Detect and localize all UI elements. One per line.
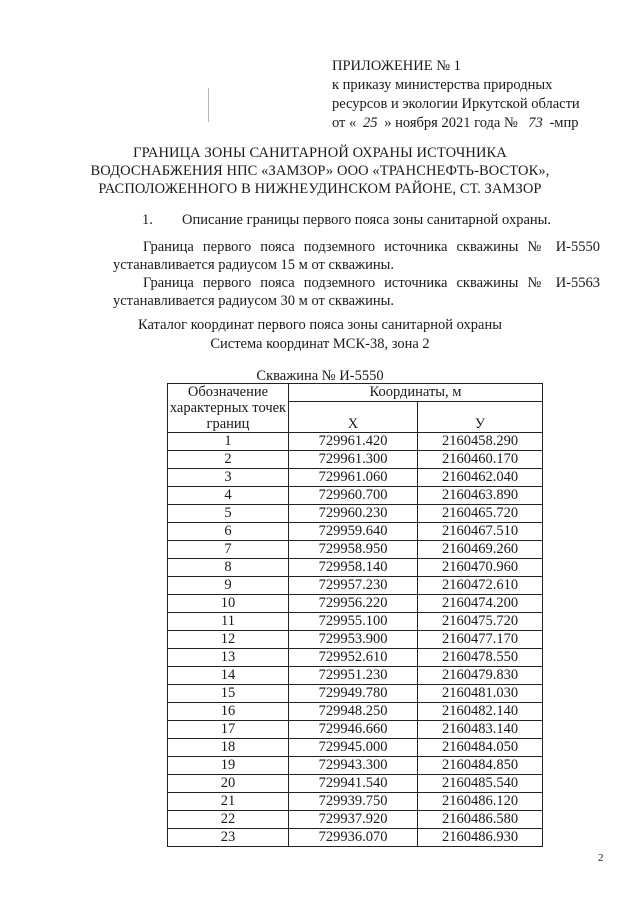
y-cell: 2160481.030: [418, 685, 543, 703]
x-cell: 729953.900: [289, 631, 418, 649]
table-row: [168, 631, 543, 649]
table-row: [168, 469, 543, 487]
table-row: [168, 595, 543, 613]
table-row: [168, 433, 543, 451]
y-cell: 2160485.540: [418, 775, 543, 793]
appendix-header: [332, 57, 580, 133]
y-cell: 2160460.170: [418, 451, 543, 469]
point-cell: 10: [168, 595, 289, 613]
appendix-ministry-line: ресурсов и экологии Иркутской области: [332, 96, 580, 112]
point-cell: 16: [168, 703, 289, 721]
y-cell: 2160458.290: [418, 433, 543, 451]
x-column-header: X: [289, 402, 418, 433]
y-cell: 2160486.120: [418, 793, 543, 811]
table-row: [168, 613, 543, 631]
x-cell: 729951.230: [289, 667, 418, 685]
point-cell: 1: [168, 433, 289, 451]
y-cell: 2160486.580: [418, 811, 543, 829]
table-row: [168, 505, 543, 523]
x-cell: 729961.420: [289, 433, 418, 451]
x-cell: 729961.300: [289, 451, 418, 469]
y-cell: 2160469.260: [418, 541, 543, 559]
y-cell: 2160483.140: [418, 721, 543, 739]
y-cell: 2160479.830: [418, 667, 543, 685]
point-cell: 22: [168, 811, 289, 829]
table-row: [168, 757, 543, 775]
x-cell: 729957.230: [289, 577, 418, 595]
scan-mark: [208, 88, 209, 122]
x-cell: 729941.540: [289, 775, 418, 793]
section-text: Описание границы первого пояса зоны санитарной охраны.: [182, 212, 552, 228]
y-cell: 2160486.930: [418, 829, 543, 847]
table-row: [168, 649, 543, 667]
y-cell: 2160462.040: [418, 469, 543, 487]
y-cell: 2160470.960: [418, 559, 543, 577]
x-cell: 729943.300: [289, 757, 418, 775]
point-cell: 21: [168, 793, 289, 811]
point-cell: 15: [168, 685, 289, 703]
section-heading: [142, 212, 551, 229]
document-title: ГРАНИЦА ЗОНЫ САНИТАРНОЙ ОХРАНЫ ИСТОЧНИКА ВОДОСНАБЖЕНИЯ НПС «ЗАМЗОР» ООО «ТРАНСНЕФТЬ-ВОСТОК», РАСПОЛОЖЕННОГО В НИЖНЕУДИНСКОМ РАЙОНЕ, СТ. ЗАМЗОР: [90, 145, 550, 197]
y-cell: 2160484.850: [418, 757, 543, 775]
x-cell: 729960.700: [289, 487, 418, 505]
order-day: 25: [363, 115, 378, 131]
x-cell: 729958.140: [289, 559, 418, 577]
appendix-title: ПРИЛОЖЕНИЕ № 1: [332, 58, 461, 74]
point-cell: 19: [168, 757, 289, 775]
x-cell: 729939.750: [289, 793, 418, 811]
table-row: [168, 793, 543, 811]
table-row: [168, 775, 543, 793]
point-cell: 3: [168, 469, 289, 487]
y-cell: 2160475.720: [418, 613, 543, 631]
table-row: [168, 739, 543, 757]
order-number: 73: [528, 115, 543, 131]
table-row: [168, 577, 543, 595]
x-cell: 729952.610: [289, 649, 418, 667]
table-row: [168, 703, 543, 721]
point-cell: 20: [168, 775, 289, 793]
table-row: [168, 559, 543, 577]
y-cell: 2160467.510: [418, 523, 543, 541]
point-cell: 4: [168, 487, 289, 505]
y-cell: 2160478.550: [418, 649, 543, 667]
x-cell: 729959.640: [289, 523, 418, 541]
appendix-date-line: от « 25 » ноября 2021 года № 73 -мпр: [332, 115, 579, 131]
y-cell: 2160465.720: [418, 505, 543, 523]
y-cell: 2160474.200: [418, 595, 543, 613]
point-cell: 18: [168, 739, 289, 757]
well-title: Скважина № И-5550: [256, 368, 384, 384]
table-row: [168, 811, 543, 829]
paragraph-well-1: Граница первого пояса подземного источника скважины № И-5550 устанавливается радиусом 15 м от скважины.: [113, 239, 600, 273]
paragraph-well-2: Граница первого пояса подземного источника скважины № И-5563 устанавливается радиусом 30 м от скважины.: [113, 275, 600, 309]
catalog-heading: Каталог координат первого пояса зоны санитарной охраны Система координат МСК-38, зона 2: [138, 317, 502, 352]
point-cell: 2: [168, 451, 289, 469]
coordinates-header: Координаты, м: [289, 384, 543, 402]
table-row: [168, 721, 543, 739]
table-row: [168, 829, 543, 847]
appendix-order-line: к приказу министерства природных: [332, 77, 553, 93]
point-cell: 8: [168, 559, 289, 577]
y-cell: 2160477.170: [418, 631, 543, 649]
y-column-header: У: [418, 402, 543, 433]
point-cell: 6: [168, 523, 289, 541]
x-cell: 729945.000: [289, 739, 418, 757]
table-row: [168, 541, 543, 559]
y-cell: 2160463.890: [418, 487, 543, 505]
point-cell: 9: [168, 577, 289, 595]
x-cell: 729956.220: [289, 595, 418, 613]
point-cell: 11: [168, 613, 289, 631]
point-cell: 7: [168, 541, 289, 559]
points-column-header: Обозначение характерных точек границ: [168, 384, 289, 433]
x-cell: 729958.950: [289, 541, 418, 559]
coordinates-table: [167, 383, 543, 847]
x-cell: 729955.100: [289, 613, 418, 631]
section-number: 1.: [142, 212, 153, 228]
y-cell: 2160472.610: [418, 577, 543, 595]
point-cell: 23: [168, 829, 289, 847]
table-row: [168, 487, 543, 505]
point-cell: 13: [168, 649, 289, 667]
x-cell: 729937.920: [289, 811, 418, 829]
table-row: [168, 523, 543, 541]
x-cell: 729936.070: [289, 829, 418, 847]
y-cell: 2160484.050: [418, 739, 543, 757]
x-cell: 729949.780: [289, 685, 418, 703]
point-cell: 17: [168, 721, 289, 739]
x-cell: 729961.060: [289, 469, 418, 487]
table-row: [168, 667, 543, 685]
x-cell: 729960.230: [289, 505, 418, 523]
point-cell: 14: [168, 667, 289, 685]
page-number: 2: [598, 852, 604, 864]
y-cell: 2160482.140: [418, 703, 543, 721]
table-row: [168, 451, 543, 469]
x-cell: 729948.250: [289, 703, 418, 721]
x-cell: 729946.660: [289, 721, 418, 739]
point-cell: 12: [168, 631, 289, 649]
point-cell: 5: [168, 505, 289, 523]
table-row: [168, 685, 543, 703]
